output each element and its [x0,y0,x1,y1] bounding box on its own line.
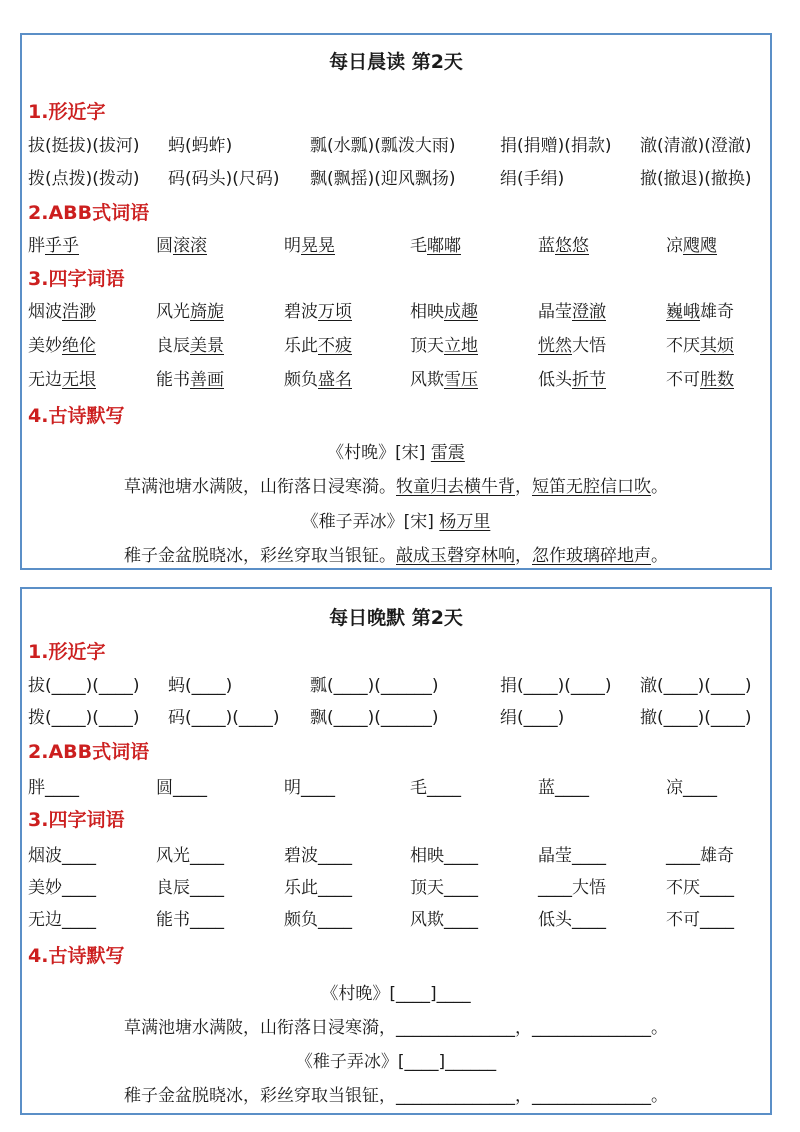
abb-word: 明晃晃 [284,236,335,256]
idiom: 良辰美景 [156,336,224,356]
fill-blank: 碧波____ [284,846,352,866]
fill-blank: 风光____ [156,846,224,866]
fill-blank: 良辰____ [156,878,224,898]
poem-title: 《稚子弄冰》[宋] 杨万里 [301,512,491,532]
idiom: 相映成趣 [410,302,478,322]
poem-title: 《稚子弄冰》[____]______ [295,1052,497,1072]
fill-blank: 毛____ [410,778,461,798]
idiom: 顶天立地 [410,336,478,356]
fill-blank: 能书____ [156,910,224,930]
fill-blank: 明____ [284,778,335,798]
idiom: 乐此不疲 [284,336,352,356]
poem-title: 《村晚》[宋] 雷震 [327,443,465,463]
fill-blank: 乐此____ [284,878,352,898]
idiom: 不可胜数 [666,370,734,390]
idiom: 能书善画 [156,370,224,390]
poem-line: 草满池塘水满陂，山衔落日浸寒漪。牧童归去横牛背，短笛无腔信口吹。 [124,477,668,497]
fill-blank: 无边____ [28,910,96,930]
abb-word: 蓝悠悠 [538,236,589,256]
poem-line: 草满池塘水满陂，山衔落日浸寒漪，______________，______________。 [124,1018,668,1038]
abb-words-row [22,231,770,261]
word-group: 澈(清澈)(澄澈) [640,136,752,156]
fill-blank: 拔(____)(____) [28,676,140,696]
similar-chars-row [22,164,770,194]
idiom: 颇负盛名 [284,370,352,390]
fill-blank: 蓝____ [538,778,589,798]
fill-blank: 捐(____)(____) [500,676,612,696]
fill-blank: 澈(____)(____) [640,676,752,696]
idiom: 巍峨雄奇 [666,302,734,322]
poem-line: 稚子金盆脱晓冰，彩丝穿取当银钲。敲成玉磬穿林响，忽作玻璃碎地声。 [124,546,668,566]
idiom: 无边无垠 [28,370,96,390]
abb-word: 毛嘟嘟 [410,236,461,256]
four-char-words-row [22,365,770,395]
four-char-words-row [22,841,770,871]
section-heading-abb-words: 2.ABB式词语 [28,202,150,224]
word-group: 拨(点拨)(拨动) [28,169,140,189]
similar-chars-row [22,131,770,161]
poem-title: 《村晚》[____]____ [321,984,471,1004]
section-heading-poems: 4.古诗默写 [28,945,125,967]
evening-dictation-panel [20,587,772,1115]
idiom: 晶莹澄澈 [538,302,606,322]
page-title: 每日晨读 第2天 [329,51,463,73]
abb-word: 胖乎乎 [28,236,79,256]
section-heading-poems: 4.古诗默写 [28,405,125,427]
idiom: 恍然大悟 [538,336,606,356]
four-char-words-row [22,297,770,327]
word-group: 撤(撤退)(撤换) [640,169,752,189]
fill-blank: 拨(____)(____) [28,708,140,728]
fill-blank: 码(____)(____) [168,708,280,728]
abb-words-row [22,773,770,803]
idiom: 低头折节 [538,370,606,390]
fill-blank: 不厌____ [666,878,734,898]
idiom: 风光旖旎 [156,302,224,322]
idiom: 美妙绝伦 [28,336,96,356]
four-char-words-row [22,331,770,361]
word-group: 绢(手绢) [500,169,565,189]
word-group: 码(码头)(尺码) [168,169,280,189]
fill-blank: 美妙____ [28,878,96,898]
fill-blank: ____大悟 [538,878,606,898]
four-char-words-row [22,873,770,903]
section-heading-four-char-words: 3.四字词语 [28,268,125,290]
fill-blank: 绢(____) [500,708,565,728]
fill-blank: 飘(____)(______) [310,708,439,728]
idiom: 烟波浩渺 [28,302,96,322]
word-group: 飘(飘摇)(迎风飘扬) [310,169,456,189]
fill-blank: 相映____ [410,846,478,866]
fill-blank: 烟波____ [28,846,96,866]
fill-blank: 蚂(____) [168,676,233,696]
fill-blank: 风欺____ [410,910,478,930]
idiom: 碧波万顷 [284,302,352,322]
idiom: 风欺雪压 [410,370,478,390]
fill-blank: 胖____ [28,778,79,798]
fill-blank: 凉____ [666,778,717,798]
similar-chars-row [22,671,770,701]
fill-blank: 顶天____ [410,878,478,898]
abb-word: 凉飕飕 [666,236,717,256]
morning-reading-panel [20,33,772,570]
section-heading-similar-chars: 1.形近字 [28,641,106,663]
word-group: 捐(捐赠)(捐款) [500,136,612,156]
fill-blank: 晶莹____ [538,846,606,866]
fill-blank: 不可____ [666,910,734,930]
idiom: 不厌其烦 [666,336,734,356]
section-heading-similar-chars: 1.形近字 [28,101,106,123]
section-heading-abb-words: 2.ABB式词语 [28,741,150,763]
four-char-words-row [22,905,770,935]
fill-blank: 低头____ [538,910,606,930]
fill-blank: 圆____ [156,778,207,798]
fill-blank: 颇负____ [284,910,352,930]
word-group: 瓢(水瓢)(瓢泼大雨) [310,136,456,156]
word-group: 拔(挺拔)(拔河) [28,136,140,156]
fill-blank: ____雄奇 [666,846,734,866]
fill-blank: 瓢(____)(______) [310,676,439,696]
word-group: 蚂(蚂蚱) [168,136,233,156]
fill-blank: 撤(____)(____) [640,708,752,728]
similar-chars-row [22,703,770,733]
poem-line: 稚子金盆脱晓冰，彩丝穿取当银钲，______________，______________。 [124,1086,668,1106]
page-title: 每日晚默 第2天 [329,607,463,629]
abb-word: 圆滚滚 [156,236,207,256]
section-heading-four-char-words: 3.四字词语 [28,809,125,831]
